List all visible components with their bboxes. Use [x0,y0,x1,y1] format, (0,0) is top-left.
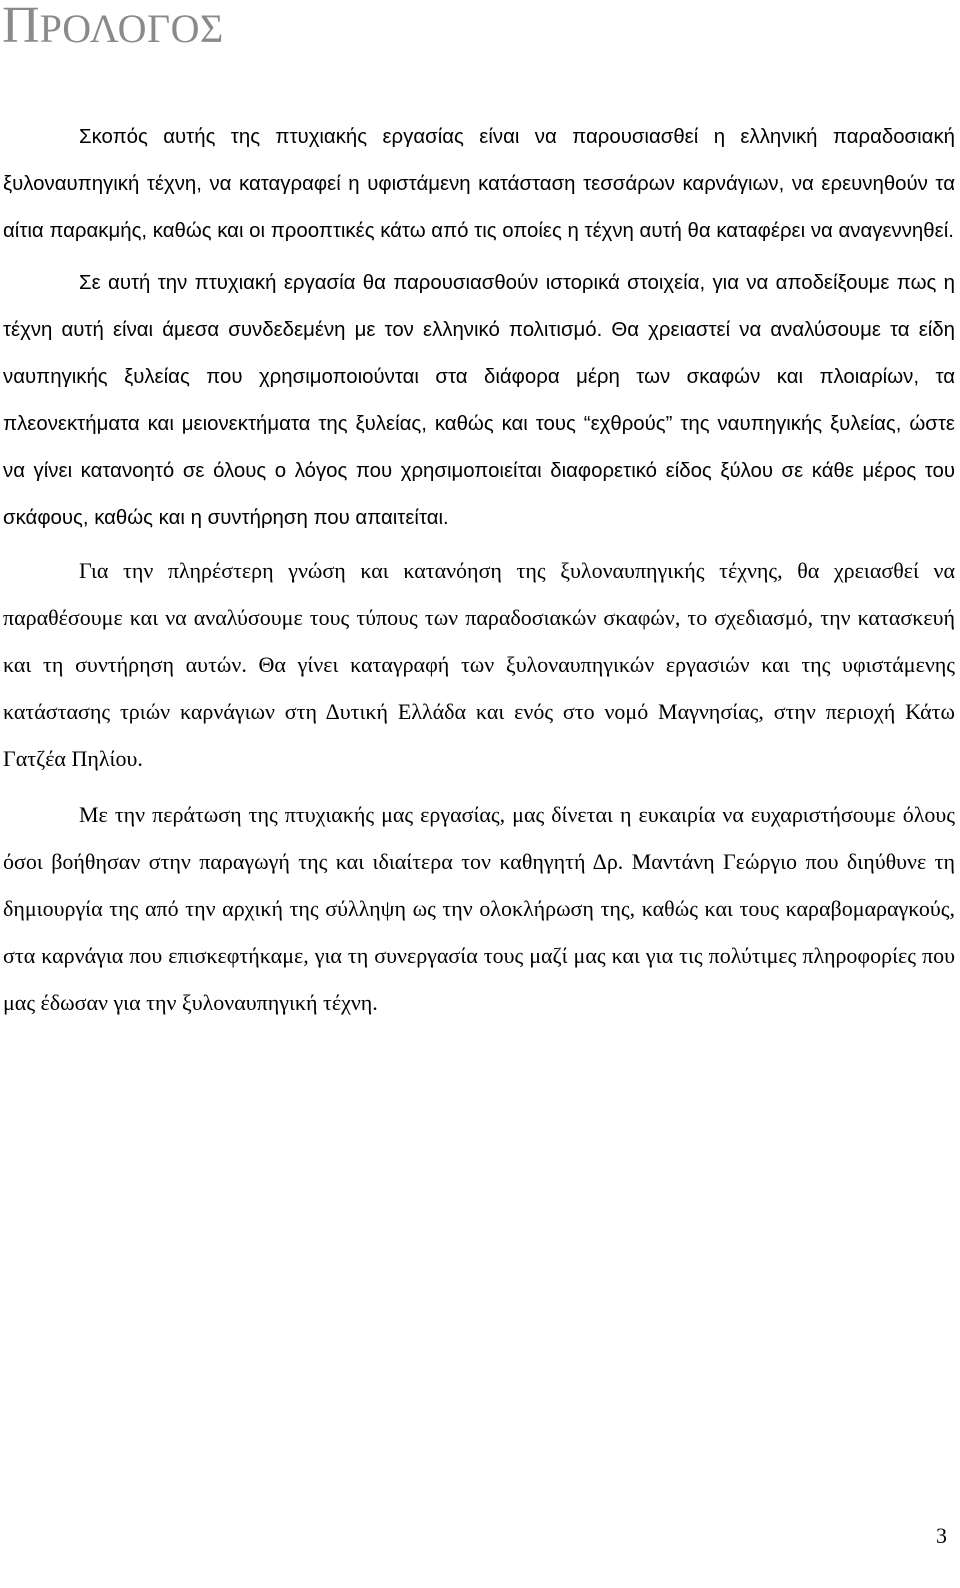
paragraph-boat-types: Για την πληρέστερη γνώση και κατανόηση της ξυλοναυπηγικής τέχνης, θα χρειασθεί να παραθέσουμε και να αναλύσουμε τους τύπους των παραδοσιακών σκαφών, το σχεδιασμό, την κατασκευή και τη συντήρηση αυτών. Θα γίνει καταγραφή των ξυλοναυπηγικών εργασιών και της υφιστάμενης κατάστασης τριών καρνάγιων στη Δυτική Ελλάδα και ενός στο νομό Μαγνησίας, στην περιοχή Κάτω Γατζέα Πηλίου. [3,558,955,771]
paragraph-acknowledgements: Με την περάτωση της πτυχιακής μας εργασίας, μας δίνεται η ευκαιρία να ευχαριστήσουμε όλους όσοι βοήθησαν στην παραγωγή της και ιδιαίτερα τον καθηγητή Δρ. Μαντάνη Γεώργιο που διηύθυνε τη δημιουργία της από την αρχική της σύλληψη ως την ολοκλήρωση της, καθώς και τους καραβομαραγκούς, στα καρνάγια που επισκεφτήκαμε, για τη συνεργασία τους μαζί μας και για τις πολύτιμες πληροφορίες που μας έδωσαν για την ξυλοναυπηγική τέχνη. [3,802,955,1015]
body-text [3,114,955,1026]
title-initial: Π [2,0,40,54]
title-rest: ΡΟΛΟΓΟΣ [39,6,224,51]
page-title [2,0,224,52]
page-number: 3 [936,1523,947,1548]
paragraph-purpose: Σκοπός αυτής της πτυχιακής εργασίας είναι να παρουσιασθεί η ελληνική παραδοσιακή ξυλοναυπηγική τέχνη, να καταγραφεί η υφιστάμενη κατάσταση τεσσάρων καρνάγιων, να ερευνηθούν τα αίτια παρακμής, καθώς και οι προοπτικές κάτω από τις οποίες η τέχνη αυτή θα καταφέρει να αναγεννηθεί. [3,126,955,242]
paragraph-history: Σε αυτή την πτυχιακή εργασία θα παρουσιασθούν ιστορικά στοιχεία, για να αποδείξουμε πως η τέχνη αυτή είναι άμεσα συνδεδεμένη με τον ελληνικό πολιτισμό. Θα χρειαστεί να αναλύσουμε τα είδη ναυπηγικής ξυλείας που χρησιμοποιούνται στα διάφορα μέρη των σκαφών και πλοιαρίων, τα πλεονεκτήματα και μειονεκτήματα της ξυλείας, καθώς και τους “εχθρούς” της ναυπηγικής ξυλείας, ώστε να γίνει κατανοητό σε όλους ο λόγος που χρησιμοποιείται διαφορετικό είδος ξύλου σε κάθε μέρος του σκάφους, καθώς και η συντήρηση που απαιτείται. [3,272,955,529]
